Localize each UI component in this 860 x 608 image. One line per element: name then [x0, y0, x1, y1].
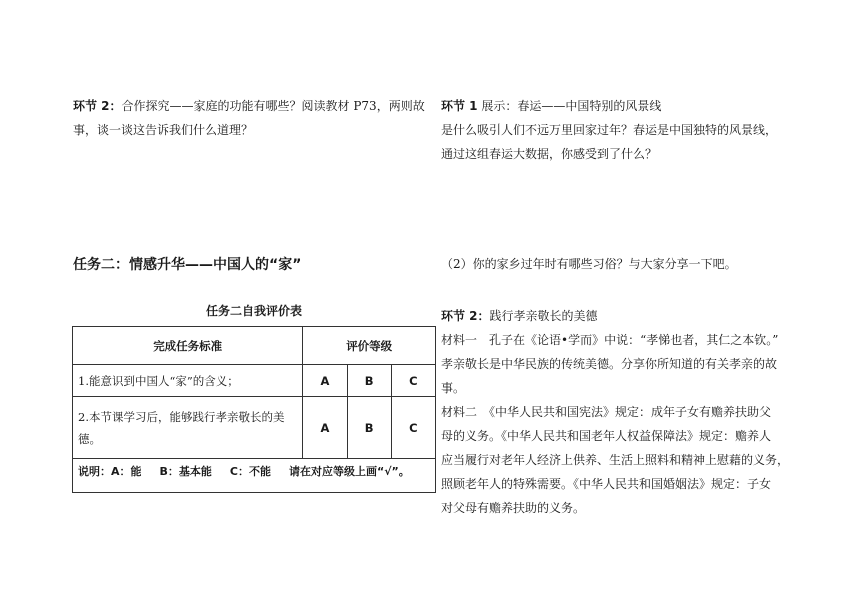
table-row [73, 397, 436, 459]
left-section2-line1 [73, 94, 433, 118]
table-row [73, 365, 436, 397]
left-section2-label: 环节 2： [73, 99, 122, 113]
note-c: C：不能 [229, 465, 271, 478]
right-section1-label: 环节 1 [441, 99, 478, 113]
left-section2-line2: 事，谈一谈这告诉我们什么道理？ [73, 123, 254, 137]
right-section1-title: 展示：春运——中国特别的风景线 [477, 99, 662, 113]
right-section1-line3: 通过这组春运大数据，你感受到了什么？ [441, 147, 658, 161]
material1-line2: 孝亲敬长是中华民族的传统美德。分享你所知道的有关孝亲的故 [441, 357, 778, 371]
table-header-row [73, 327, 436, 365]
right-section1-line1 [441, 94, 791, 118]
right-question2 [441, 252, 791, 276]
right-section2-line1 [441, 304, 791, 328]
row1-grade-c[interactable]: C [391, 365, 435, 397]
material1-line3: 事。 [441, 381, 466, 395]
header-level: 评价等级 [303, 327, 436, 365]
task2-heading: 任务二：情感升华——中国人的“家” [73, 257, 302, 273]
material1-line1: 材料一 孔子在《论语•学而》中说：“孝悌也者，其仁之本钦。” [441, 333, 779, 347]
material2-line4: 照顾老年人的特殊需要。《中华人民共和国婚姻法》规定：子女 [441, 477, 772, 491]
left-section2-text1: 合作探究——家庭的功能有哪些？阅读教材 P73，两则故 [121, 99, 425, 113]
material2-line2: 母的义务。《中华人民共和国老年人权益保障法》规定：赡养人 [441, 429, 772, 443]
table-note [73, 459, 436, 493]
right-section1 [441, 94, 791, 166]
material2-line1: 材料二 《中华人民共和国宪法》规定：成年子女有赡养扶助父 [441, 405, 772, 419]
row2-standard: 2.本节课学习后，能够践行孝亲敬长的美德。 [73, 397, 303, 459]
row2-grade-c[interactable]: C [391, 397, 435, 459]
row1-grade-a[interactable]: A [303, 365, 347, 397]
right-section1-line2: 是什么吸引人们不远万里回家过年？春运是中国独特的风景线， [441, 123, 778, 137]
row1-standard: 1.能意识到中国人“家”的含义； [73, 365, 303, 397]
right-section2-title: 践行孝亲敬长的美德 [489, 309, 598, 323]
header-standard: 完成任务标准 [73, 327, 303, 365]
right-section2-label: 环节 2： [441, 309, 490, 323]
row2-grade-a[interactable]: A [303, 397, 347, 459]
table-title: 任务二自我评价表 [205, 304, 302, 318]
material2-line5: 对父母有赡养扶助的义务。 [441, 501, 586, 515]
self-evaluation-table [72, 326, 436, 493]
right-section2 [441, 304, 791, 520]
note-b: B：基本能 [159, 465, 212, 478]
note-tail: 请在对应等级上画“√”。 [288, 465, 410, 478]
row2-grade-b[interactable]: B [347, 397, 391, 459]
right-question2-text: （2）你的家乡过年时有哪些习俗？与大家分享一下吧。 [441, 257, 737, 271]
note-a: 说明：A：能 [78, 465, 142, 478]
row1-grade-b[interactable]: B [347, 365, 391, 397]
left-section2 [73, 94, 433, 142]
material2-line3: 应当履行对老年人经济上供养、生活上照料和精神上慰藉的义务， [441, 453, 790, 467]
table-note-row [73, 459, 436, 493]
